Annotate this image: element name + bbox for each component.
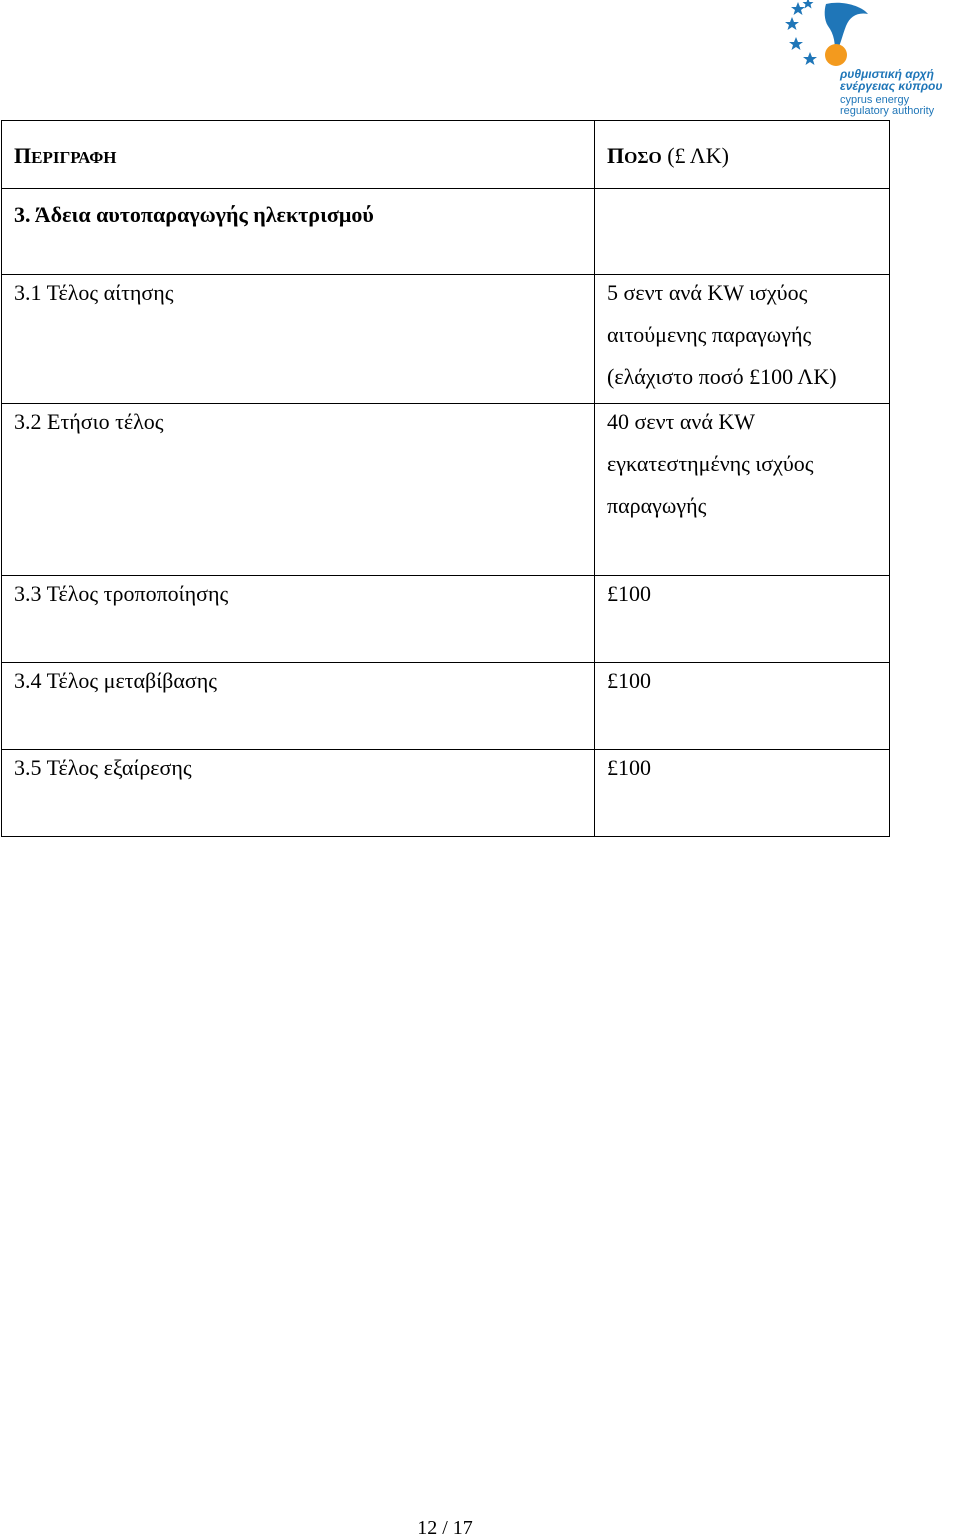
section-title-cell (2, 189, 595, 275)
fee-label-cell (2, 275, 595, 404)
logo-name-en-line1: cyprus energy (840, 94, 910, 106)
fee-label-cell (2, 404, 595, 576)
section-amount-cell (595, 189, 890, 275)
fee-amount: £100 (607, 581, 651, 606)
fee-label: 3.1 Τέλος αίτησης (14, 280, 174, 305)
fee-label-cell (2, 576, 595, 663)
fee-amount-line: 5 σεντ ανά KW ισχύος (607, 280, 808, 305)
fee-amount-cell (595, 750, 890, 837)
fee-label: 3.3 Τέλος τροποποίησης (14, 581, 229, 606)
fee-label: 3.5 Τέλος εξαίρεσης (14, 755, 192, 780)
fee-amount-line: αιτούμενης παραγωγής (607, 322, 812, 347)
fee-label-cell (2, 663, 595, 750)
page-number: 12 / 17 (417, 1517, 473, 1539)
cera-logo (784, 0, 960, 120)
logo-name-gr-line2: ενέργειας κύπρου (840, 79, 943, 93)
table-row (2, 663, 890, 750)
section-row (2, 189, 890, 275)
header-description-cell: ΠΕΡΙΓΡΑΦΗ (2, 121, 595, 189)
table-row (2, 750, 890, 837)
fee-amount-cell (595, 404, 890, 576)
logo-name-gr-line1: ρυθμιστική αρχή (840, 67, 934, 81)
fee-amount-cell (595, 275, 890, 404)
fee-amount-cell (595, 576, 890, 663)
fee-amount-line: εγκατεστημένης ισχύος (607, 451, 814, 476)
fee-label: 3.2 Ετήσιο τέλος (14, 409, 164, 434)
fee-amount-line: 40 σεντ ανά KW (607, 409, 756, 434)
table-row (2, 404, 890, 576)
fee-label-cell (2, 750, 595, 837)
fee-amount: £100 (607, 668, 651, 693)
fee-amount: £100 (607, 755, 651, 780)
header-amount-cell: ΠΟΣΟ (£ ΛΚ) (595, 121, 890, 189)
logo-name-en-line2: regulatory authority (840, 105, 935, 117)
table-header-row (2, 121, 890, 189)
fee-amount-line: παραγωγής (607, 493, 707, 518)
fee-amount-cell (595, 663, 890, 750)
table-row (2, 576, 890, 663)
section-title: 3. Άδεια αυτοπαραγωγής ηλεκτρισμού (14, 202, 374, 227)
fee-amount-line: (ελάχιστο ποσό £100 ΛΚ) (607, 364, 837, 389)
fees-table (1, 120, 890, 837)
fee-label: 3.4 Τέλος μεταβίβασης (14, 668, 217, 693)
table-row (2, 275, 890, 404)
